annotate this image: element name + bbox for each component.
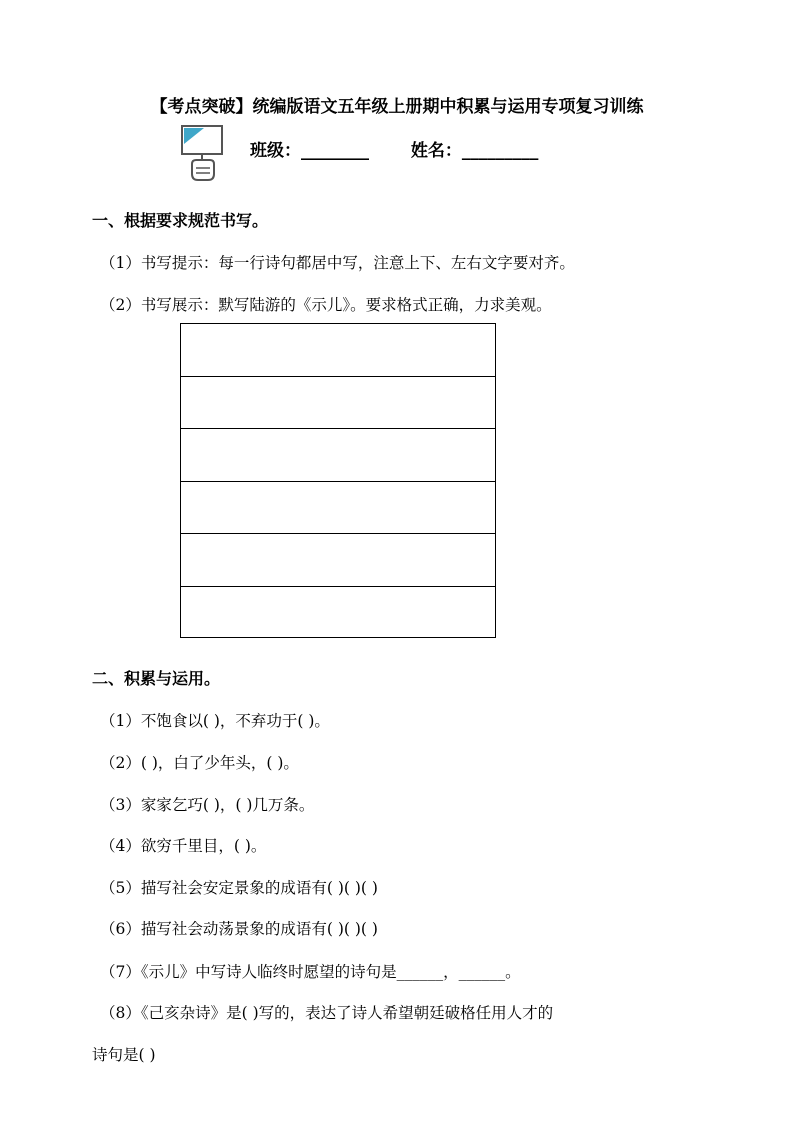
section-1-item-1: （1）书写提示：每一行诗句都居中写，注意上下、左右文字要对齐。 <box>100 254 575 272</box>
writing-row[interactable] <box>181 587 495 640</box>
name-field[interactable]: 姓名：_________ <box>410 141 539 161</box>
section-2-heading: 二、积累与运用。 <box>92 669 221 688</box>
section-2-item-8: （8）《己亥杂诗》是( )写的，表达了诗人希望朝廷破格任用人才的 <box>100 1004 554 1022</box>
section-2-item-6: （6）描写社会动荡景象的成语有( )( )( ) <box>100 920 378 938</box>
writing-grid[interactable] <box>180 323 496 638</box>
section-1-heading: 一、根据要求规范书写。 <box>92 211 269 230</box>
section-2-item-3: （3）家家乞巧( )，( )几万条。 <box>100 796 315 814</box>
writing-row[interactable] <box>181 377 495 430</box>
page-title: 【考点突破】统编版语文五年级上册期中积累与运用专项复习训练 <box>150 97 644 117</box>
section-2-item-7: （7）《示儿》中写诗人临终时愿望的诗句是______，______。 <box>100 963 521 981</box>
writing-row[interactable] <box>181 324 495 377</box>
hand-holding-sign-icon <box>178 124 230 182</box>
section-2-item-5: （5）描写社会安定景象的成语有( )( )( ) <box>100 879 378 897</box>
section-2-item-8-continued: 诗句是( ) <box>92 1046 156 1064</box>
class-field[interactable]: 班级：________ <box>250 141 369 161</box>
writing-row[interactable] <box>181 482 495 535</box>
section-2-item-2: （2）( )，白了少年头，( )。 <box>100 754 299 772</box>
writing-row[interactable] <box>181 534 495 587</box>
section-1-item-2: （2）书写展示：默写陆游的《示儿》。要求格式正确，力求美观。 <box>100 296 552 314</box>
section-2-item-4: （4）欲穷千里目，( )。 <box>100 837 267 855</box>
writing-row[interactable] <box>181 429 495 482</box>
student-info-row <box>250 136 538 161</box>
section-2-item-1: （1）不饱食以( )，不弃功于( )。 <box>100 712 330 730</box>
